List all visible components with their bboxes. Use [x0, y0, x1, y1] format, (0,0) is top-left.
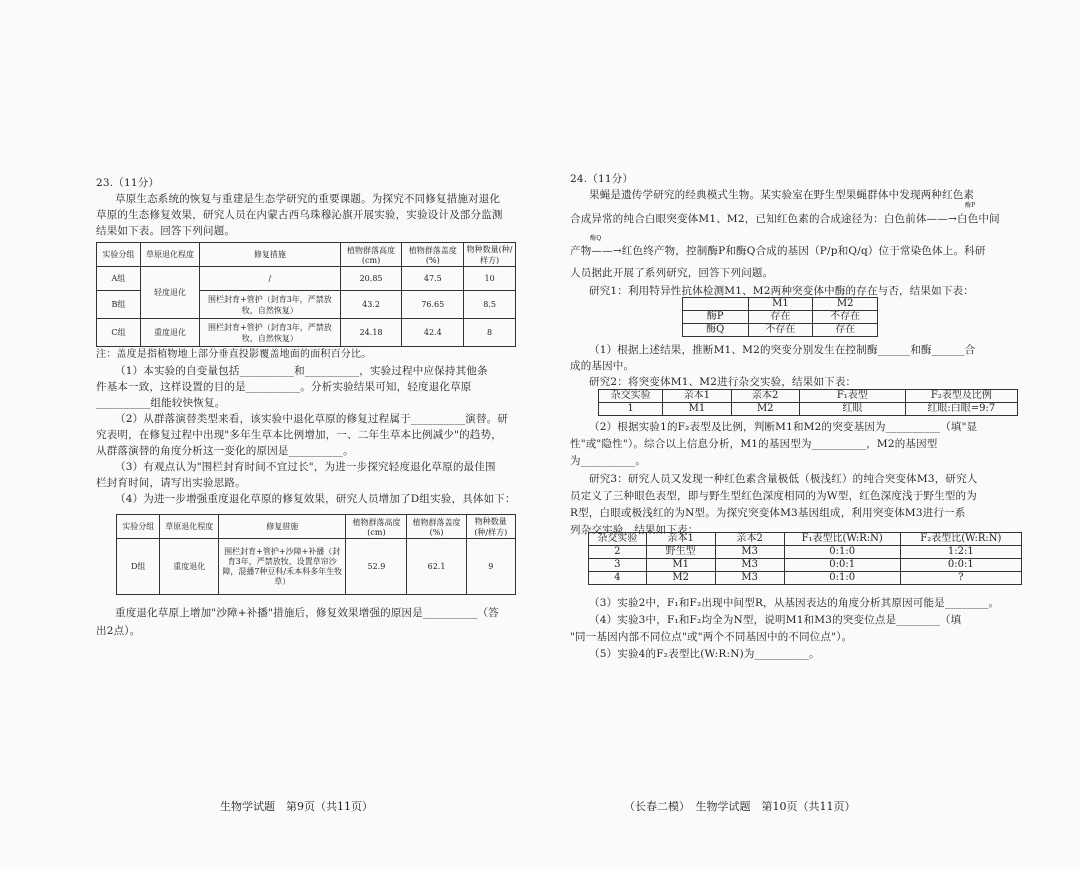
- q24-4-line-1: （4）实验3中，F₁和F₂均全为N型，说明M1和M3的突变位点是________（填: [589, 614, 962, 626]
- r1-cell: 存在: [748, 311, 813, 324]
- q24-table-2: [598, 389, 1018, 416]
- right-page: [540, 0, 1080, 869]
- t1-cell: A组: [97, 267, 141, 291]
- q23-table-2: [116, 514, 516, 595]
- r1-cell: 存在: [813, 324, 878, 337]
- q23-note: 注：盖度是指植物地上部分垂直投影覆盖地面的面积百分比。: [96, 349, 372, 360]
- t1-cell: 8.5: [464, 291, 516, 319]
- q24-3: （3）实验2中，F₁和F₂出现中间型R，从基因表达的角度分析其原因可能是________。: [589, 597, 1000, 609]
- q23-2-line-3: 从群落演替的角度分析这一变化的原因是__________。: [96, 445, 354, 457]
- q24-intro-2: 合成异常的纯合白眼突变体M1、M2，已知红色素的合成途径为：白色前体——→白色中间: [570, 213, 1000, 225]
- enzyme-q-label: 酶Q: [590, 235, 602, 242]
- q23-2-line-1: （2）从群落演替类型来看，该实验中退化草原的修复过程属于__________演替。研: [115, 413, 509, 425]
- t2-cell: D组: [117, 539, 160, 595]
- q23-table-1: [96, 242, 516, 347]
- q23-title: 23.（11分）: [96, 177, 160, 189]
- table-row: [589, 572, 1022, 585]
- r2-cell: M1: [663, 403, 731, 416]
- t1-cell: 42.4: [402, 319, 464, 347]
- q23-final-2: 出2点）。: [96, 625, 141, 637]
- t2-cell: 52.9: [346, 539, 407, 595]
- r2-cell: 红眼: [799, 403, 905, 416]
- r3-cell: 0:1:0: [784, 546, 900, 559]
- t1-header: 植物群落高度(cm): [340, 243, 402, 267]
- r2-header: F₁表型: [799, 390, 905, 403]
- t2-header: 草原退化程度: [160, 515, 219, 539]
- r3-cell: 2: [589, 546, 647, 559]
- t2-cell: 围栏封育+管护+沙障+补播（封育3年，严禁放牧，设置草帘沙障，混播7种豆科/禾本科多年生牧草）: [219, 539, 346, 595]
- q24-table-1: [682, 297, 878, 337]
- q23-1-line-3: __________组能较快恢复。: [96, 397, 226, 409]
- q24-1-line-1: （1）根据上述结果，推断M1、M2的突变分别发生在控制酶______和酶______合: [589, 344, 976, 356]
- t1-header: 物种数量(种/样方): [464, 243, 516, 267]
- r1-cell: 酶P: [683, 311, 749, 324]
- table-row: [589, 559, 1022, 572]
- q24-5: （5）实验4的F₂表型比(W:R:N)为__________。: [589, 648, 820, 660]
- q23-1-line-2: 件基本一致，这样设置的目的是__________。分析实验结果可知，轻度退化草原: [96, 381, 472, 393]
- r3-header: 亲本2: [715, 533, 784, 546]
- q23-3-line-1: （3）有观点认为"围栏封育时间不宜过长"，为进一步探究轻度退化草原的最佳围: [115, 461, 496, 473]
- q23-intro-2: 草原的生态修复效果，研究人员在内蒙古西乌珠穆沁旗开展实验，实验设计及部分监测: [96, 209, 503, 221]
- t1-cell: 重度退化: [140, 319, 199, 347]
- table-row: [97, 319, 516, 347]
- q24-1-line-2: 成的基因中。: [570, 360, 635, 372]
- table-row: [683, 311, 878, 324]
- r3-cell: M3: [715, 559, 784, 572]
- r3-cell: 3: [589, 559, 647, 572]
- r3-cell: ?: [900, 572, 1021, 585]
- r3-cell: 0:0:1: [784, 559, 900, 572]
- r2-header: 亲本1: [663, 390, 731, 403]
- r3-cell: M3: [715, 572, 784, 585]
- q23-1-line-1: （1）本实验的自变量包括__________和__________，实验过程中应保持其他条: [115, 365, 488, 377]
- t1-header: 修复措施: [200, 243, 341, 267]
- t1-cell: 围栏封育+管护（封育3年，严禁放牧，自然恢复）: [200, 291, 341, 319]
- t1-cell: C组: [97, 319, 141, 347]
- q23-intro-3: 结果如下表。回答下列问题。: [96, 225, 236, 237]
- q24-2-line-3: 为__________。: [570, 455, 646, 467]
- table-row: [117, 539, 516, 595]
- q24-study3-3: R型，白眼或极浅红的为N型。为探究突变体M3基因组成，利用突变体M3进行一系: [570, 507, 966, 519]
- r3-cell: 4: [589, 572, 647, 585]
- t1-cell: 24.18: [340, 319, 402, 347]
- q23-final-1: 重度退化草原上增加"沙障+补播"措施后，修复效果增强的原因是__________（答: [115, 607, 499, 619]
- t2-header: 物种数量(种/样方): [466, 515, 515, 539]
- r1-header: M1: [748, 298, 813, 311]
- t1-cell: 43.2: [340, 291, 402, 319]
- r2-cell: 1: [599, 403, 663, 416]
- r3-cell: M1: [646, 559, 715, 572]
- r3-cell: M3: [715, 546, 784, 559]
- r2-header: 亲本2: [731, 390, 799, 403]
- q24-table-3: [588, 532, 1022, 585]
- q24-study3-4: 列杂交实验，结果如下表：: [570, 524, 699, 536]
- r2-cell: M2: [731, 403, 799, 416]
- r3-cell: 1:2:1: [900, 546, 1021, 559]
- t1-header: 草原退化程度: [140, 243, 199, 267]
- q23-3-line-2: 栏封育时间，请写出实验思路。: [96, 477, 246, 489]
- t1-cell: 轻度退化: [140, 267, 199, 319]
- table-row: [97, 267, 516, 291]
- t2-cell: 重度退化: [160, 539, 219, 595]
- r1-cell: 酶Q: [683, 324, 749, 337]
- r1-cell: 不存在: [813, 311, 878, 324]
- table-row: [599, 403, 1018, 416]
- r2-cell: 红眼:白眼=9:7: [905, 403, 1017, 416]
- t2-header: 植物群落盖度(%): [407, 515, 466, 539]
- t2-header: 实验分组: [117, 515, 160, 539]
- q24-2-line-2: 性"或"隐性"）。综合以上信息分析，M1的基因型为__________，M2的基因型: [570, 438, 938, 450]
- right-footer: （长春二模） 生物学试题 第10页（共11页）: [624, 800, 856, 813]
- q24-study3-1: 研究3：研究人员又发现一种红色素含量极低（极浅红）的纯合突变体M3，研究人: [589, 473, 978, 485]
- r3-cell: 0:0:1: [900, 559, 1021, 572]
- q24-study3-2: 员定义了三种眼色表型，即与野生型红色深度相同的为W型，红色深度浅于野生型的为: [570, 490, 977, 502]
- r1-header: M2: [813, 298, 878, 311]
- q23-4: （4）为进一步增强重度退化草原的修复效果，研究人员增加了D组实验，具体如下：: [115, 493, 516, 505]
- q24-study1: 研究1：利用特异性抗体检测M1、M2两种突变体中酶的存在与否，结果如下表：: [589, 285, 974, 297]
- t2-cell: 9: [466, 539, 515, 595]
- t2-cell: 62.1: [407, 539, 466, 595]
- t1-cell: 8: [464, 319, 516, 347]
- t1-cell: 20.85: [340, 267, 402, 291]
- q24-intro-4: 人员据此开展了系列研究，回答下列问题。: [570, 267, 774, 279]
- t1-cell: 76.65: [402, 291, 464, 319]
- left-footer: 生物学试题 第9页（共11页）: [220, 800, 373, 813]
- r1-cell: 不存在: [748, 324, 813, 337]
- q24-intro-3: 产物——→红色终产物，控制酶P和酶Q合成的基因（P/p和Q/q）位于常染色体上。科研: [570, 245, 986, 257]
- t1-cell: B组: [97, 291, 141, 319]
- t2-header: 修复措施: [219, 515, 346, 539]
- r3-header: 杂交实验: [589, 533, 647, 546]
- r3-cell: 0:1:0: [784, 572, 900, 585]
- q24-intro-1: 果蝇是遗传学研究的经典模式生物。某实验室在野生型果蝇群体中发现两种红色素: [589, 189, 975, 201]
- enzyme-p-label: 酶P: [965, 202, 976, 209]
- q23-2-line-2: 究表明，在修复过程中出现"多年生草本比例增加，一、二年生草本比例减少"的趋势，: [96, 429, 502, 441]
- t1-cell: 围栏封育+管护（封育3年，严禁放牧，自然恢复）: [200, 319, 341, 347]
- t2-header: 植物群落高度(cm): [346, 515, 407, 539]
- r3-header: F₂表型比(W:R:N): [900, 533, 1021, 546]
- t1-cell: /: [200, 267, 341, 291]
- q24-study2: 研究2：将突变体M1、M2进行杂交实验，结果如下表：: [589, 376, 857, 388]
- t1-header: 实验分组: [97, 243, 141, 267]
- r3-cell: M2: [646, 572, 715, 585]
- r3-cell: 野生型: [646, 546, 715, 559]
- q24-2-line-1: （2）根据实验1的F₂表型及比例，判断M1和M2的突变基因为__________（填"显: [589, 421, 978, 433]
- table-row: [589, 546, 1022, 559]
- t1-cell: 47.5: [402, 267, 464, 291]
- t1-cell: 10: [464, 267, 516, 291]
- q24-title: 24.（11分）: [570, 173, 634, 185]
- table-row: [683, 324, 878, 337]
- r2-header: F₂表型及比例: [905, 390, 1017, 403]
- r2-header: 杂交实验: [599, 390, 663, 403]
- r3-header: 亲本1: [646, 533, 715, 546]
- r1-header: [683, 298, 749, 311]
- r3-header: F₁表型比(W:R:N): [784, 533, 900, 546]
- q23-intro-1: 草原生态系统的恢复与重建是生态学研究的重要课题。为探究不同修复措施对退化: [115, 193, 501, 205]
- q24-4-line-2: "同一基因内部不同位点"或"两个不同基因中的不同位点"）。: [570, 631, 853, 643]
- t1-header: 植物群落盖度(%): [402, 243, 464, 267]
